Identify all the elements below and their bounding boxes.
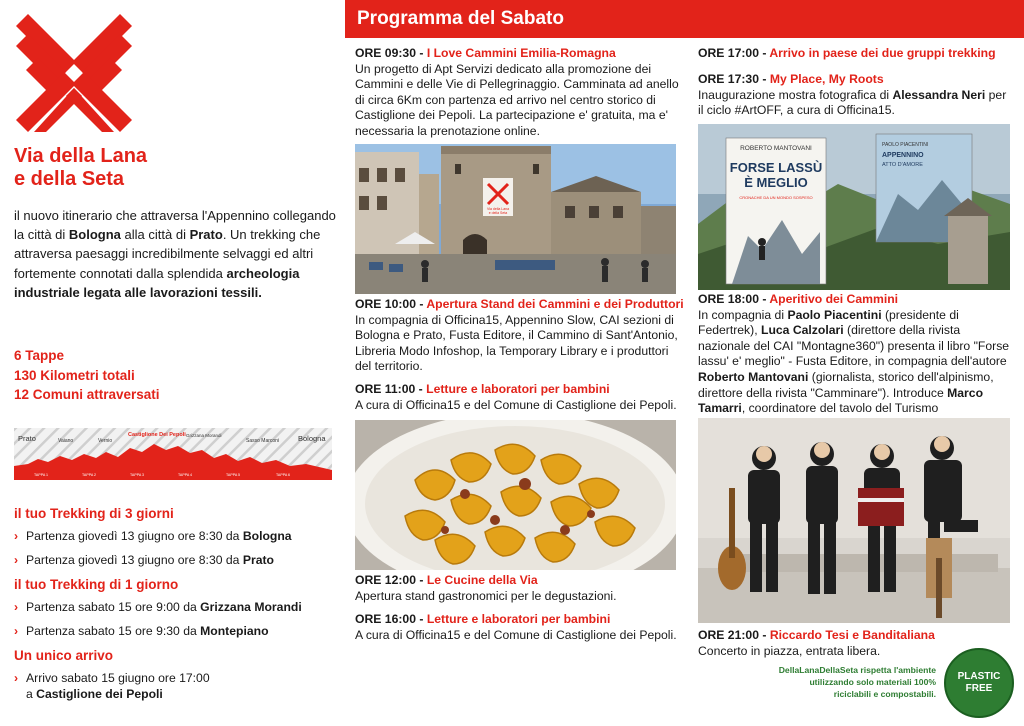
book1-subtitle: CRONACHE DA UN MONDO SOSPESO bbox=[739, 195, 813, 200]
trek3-item-2: › Partenza giovedì 13 giugno ore 8:30 da Prato bbox=[14, 553, 274, 567]
castle-photo bbox=[355, 144, 676, 294]
event-2100: ORE 21:00 - Riccardo Tesi e Banditaliana Concerto in piazza, entrata libera. bbox=[698, 628, 935, 658]
profile-stage-2: TAPPA 2 bbox=[82, 473, 97, 477]
brand-line-1: Via della Lana bbox=[14, 145, 148, 167]
trek1-title: il tuo Trekking di 1 giorno bbox=[14, 577, 179, 592]
event-1100: ORE 11:00 - Letture e laboratori per bambini A cura di Officina15 e del Comune di Castiglione dei Pepoli. bbox=[355, 382, 677, 412]
brand-line-2: e della Seta bbox=[14, 168, 125, 190]
chevron-right-icon: › bbox=[14, 671, 19, 685]
trek1-item-2: › Partenza sabato 15 ore 9:30 da Montepiano bbox=[14, 624, 269, 638]
profile-stage-6: TAPPA 6 bbox=[276, 473, 291, 477]
event-1600: ORE 16:00 - Letture e laboratori per bambini A cura di Officina15 e del Comune di Castiglione dei Pepoli. bbox=[355, 612, 677, 642]
chevron-right-icon: › bbox=[14, 600, 19, 614]
band-photo-image bbox=[698, 418, 1010, 623]
trek-options bbox=[14, 505, 339, 710]
chevron-right-icon: › bbox=[14, 553, 19, 567]
via-lana-logo-icon bbox=[16, 14, 132, 132]
book1-title-line1: FORSE LASSÙ bbox=[729, 160, 823, 175]
route-stats bbox=[14, 346, 160, 405]
event-1730: ORE 17:30 - My Place, My Roots Inaugurazione mostra fotografica di Alessandra Neri per il ciclo #ArtOFF, a cura di Officina15. bbox=[698, 72, 1007, 118]
band-photo bbox=[698, 418, 1010, 623]
book1-author: ROBERTO MANTOVANI bbox=[740, 145, 812, 152]
event-0930: ORE 09:30 - I Love Cammini Emilia-Romagna Un progetto di Apt Servizi dedicato alla promozione dei Cammini e delle Vie di Pellegrinaggio. Camminata ad anello di circa 6Km con partenza ed arrivo nel centro storico di Castiglione dei Pepoli. La partecipazione e' gratuita, ma e' necessaria la prenotazione online. bbox=[355, 46, 679, 138]
event-1000: ORE 10:00 - Apertura Stand dei Cammini e dei Produttori In compagnia di Officina15, Appennino Slow, CAI sezioni di Bologna e Prato, Fusta Editore, il Cammino di Sant'Antonio, Libreria Modo Infoshop, la Temporary Library e i produttori del territorio. bbox=[355, 297, 684, 374]
stat-towns: 12 Comuni attraversati bbox=[14, 387, 160, 402]
event-1800: ORE 18:00 - Aperitivo dei Cammini In compagnia di Paolo Piacentini (presidente di Federtrek), Luca Calzolari (direttore della rivista nazionale del CAI "Montagne360") presenta il libro "Forse lassu' e' meglio" - Fusta Editore, in compagnia dell'autore Roberto Mantovani (giornalista, storico dell'alpinismo, direttore della rivista "Camminare"). Introduce Marco Tamarri, coordinatore del tavolo del Turismo bbox=[698, 292, 1010, 416]
program-banner bbox=[345, 0, 1024, 38]
eco-note: DellaLanaDellaSeta rispetta l'ambiente utilizzando solo materiali 100% riciclabili e compostabili. bbox=[778, 665, 936, 699]
event-1700: ORE 17:00 - Arrivo in paese dei due gruppi trekking bbox=[698, 46, 996, 60]
profile-town-prato: Prato bbox=[18, 434, 36, 443]
book2-title-line2: ATTO D'AMORE bbox=[882, 162, 923, 168]
profile-stage-4: TAPPA 4 bbox=[178, 473, 193, 477]
profile-stage-1: TAPPA 1 bbox=[34, 473, 49, 477]
program-title: Programma del Sabato bbox=[357, 8, 564, 29]
stat-km: 130 Kilometri totali bbox=[14, 367, 135, 383]
tortelli-photo-image bbox=[355, 420, 676, 570]
book1-title-line2: È MEGLIO bbox=[744, 175, 808, 190]
trek3-title: il tuo Trekking di 3 giorni bbox=[14, 506, 174, 521]
profile-town-vernio: Vernio bbox=[98, 438, 113, 444]
profile-town-grizzana: Grizzana Morandi bbox=[186, 433, 222, 438]
castle-banner-line-2: e della Seta bbox=[488, 211, 508, 215]
left-column bbox=[0, 0, 345, 726]
arrival-title: Un unico arrivo bbox=[14, 648, 114, 663]
profile-town-castiglione: Castiglione Dei Pepoli bbox=[128, 432, 186, 438]
book2-title-line1: APPENNINO bbox=[882, 152, 924, 159]
brand-title bbox=[14, 145, 147, 191]
books-photo bbox=[698, 124, 1010, 290]
elevation-profile bbox=[14, 428, 332, 480]
chevron-right-icon: › bbox=[14, 624, 19, 638]
profile-town-bologna: Bologna bbox=[298, 434, 326, 443]
plastic-free-badge-icon: PLASTIC FREE bbox=[944, 648, 1014, 718]
chevron-right-icon: › bbox=[14, 529, 19, 543]
tortelli-photo bbox=[355, 420, 676, 570]
profile-town-sasso: Sasso Marconi bbox=[246, 438, 280, 444]
trek3-item-1: › Partenza giovedì 13 giugno ore 8:30 da Bologna bbox=[14, 529, 292, 543]
arrival-item: › Arrivo sabato 15 giugno ore 17:00 a Castiglione dei Pepoli bbox=[14, 671, 210, 701]
intro-text: il nuovo itinerario che attraversa l'Appennino collegando la città di Bologna alla città di Prato. Un trekking che attraversa paesaggi incredibilmente selvaggi ed altri fortemente connotati dalla splendida archeologia industriale legata alle lavorazioni tessili. bbox=[14, 208, 336, 300]
castle-photo-image bbox=[355, 144, 676, 294]
trek1-item-1: › Partenza sabato 15 ore 9:00 da Grizzana Morandi bbox=[14, 600, 302, 614]
event-1200: ORE 12:00 - Le Cucine della Via Apertura stand gastronomici per le degustazioni. bbox=[355, 573, 617, 603]
stat-stages: 6 Tappe bbox=[14, 348, 65, 363]
castle-banner-line-1: Via della Lana bbox=[486, 207, 510, 211]
book2-author: PAOLO PIACENTINI bbox=[882, 142, 929, 148]
profile-stage-3: TAPPA 3 bbox=[130, 473, 145, 477]
profile-town-vaiano: Vaiano bbox=[58, 438, 74, 444]
books-photo-image bbox=[698, 124, 1010, 290]
profile-stage-5: TAPPA 5 bbox=[226, 473, 241, 477]
